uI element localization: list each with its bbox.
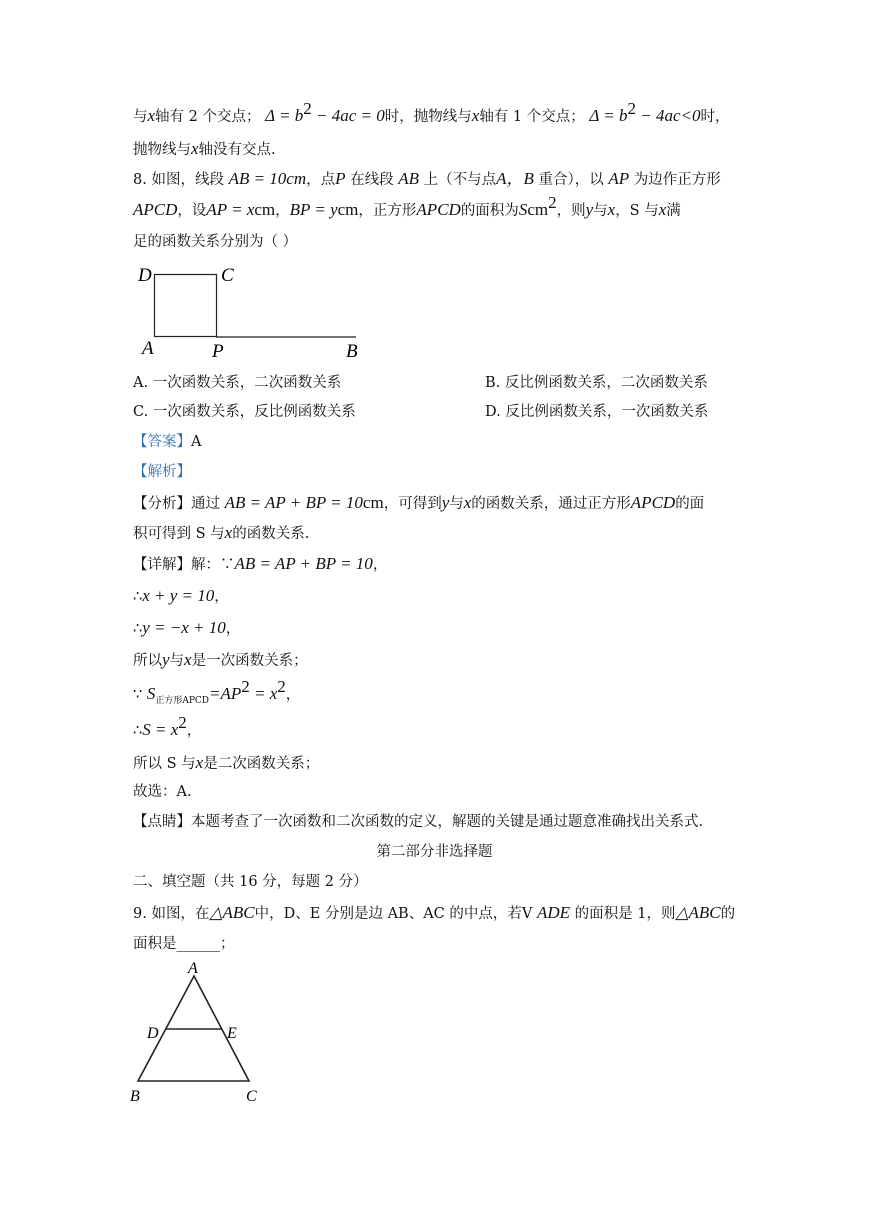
q8-label-d: D — [138, 265, 152, 286]
step-6: 所以 S 与x是二次函数关系； — [133, 753, 320, 772]
q9-label-a: A — [188, 960, 198, 977]
q9-label-c: C — [246, 1088, 257, 1105]
q9-triangle-figure — [124, 956, 274, 1106]
step-2: ∴y = −x + 10， — [133, 618, 241, 637]
q8-line-1: 8. 如图，线段 AB = 10cm，点P 在线段 AB 上（不与点A，B 重合），以 AP 为边作正方形 — [133, 169, 721, 188]
q8-line-2: APCD，设AP = xcm，BP = ycm，正方形APCD的面积为Scm$^2$，则y与x，S 与x满 — [133, 193, 681, 219]
q8-label-a: A — [142, 338, 154, 359]
q8-square-figure — [130, 262, 370, 372]
q8-option-d: D. 反比例函数关系，一次函数关系 — [485, 404, 709, 420]
q9-label-e: E — [227, 1025, 237, 1042]
dianjing: 【点睛】本题考查了一次函数和二次函数的定义，解题的关键是通过题意准确找出关系式. — [133, 814, 704, 830]
q9-line-1: 9. 如图，在△ABC中，D、E 分别是边 AB、AC 的中点，若V ADE 的面积是 1，则△ABC的 — [133, 903, 736, 922]
q9-label-d: D — [147, 1025, 159, 1042]
step-1: ∴x + y = 10， — [133, 586, 229, 605]
fenxi-line-1: 【分析】通过 AB = AP + BP = 10cm，可得到y与x的函数关系，通过正方形APCD的面 — [133, 493, 705, 512]
step-5: ∴S = $x^2$， — [133, 713, 202, 739]
q9-label-b: B — [130, 1088, 140, 1105]
q8-label-p: P — [212, 341, 224, 362]
q8-label-b: B — [346, 341, 358, 362]
answer-tag: 【答案】 — [133, 434, 191, 450]
q9-line-2: 面积是______； — [133, 936, 235, 952]
intro-line-2: 抛物线与x轴没有交点. — [133, 139, 276, 158]
step-4: ∵ $S_{正方形APCD}=AP^2 = x^2$， — [133, 677, 301, 706]
q8-option-b: B. 反比例函数关系，二次函数关系 — [485, 375, 708, 391]
part2-title: 第二部分非选择题 — [376, 844, 493, 860]
intro-line-1: 与x轴有 2 个交点； $\Delta = b^2 - 4ac = 0$时，抛物线与x轴有 1 个交点； $\Delta = b^2 - 4ac<0$时， — [133, 99, 730, 125]
q8-option-a: A. 一次函数关系，二次函数关系 — [133, 375, 342, 391]
analysis-tag: 【解析】 — [133, 464, 191, 480]
xiangjie-line: 【详解】解：∵AB = AP + BP = 10， — [133, 554, 388, 573]
step-3: 所以y与x是一次函数关系； — [133, 650, 308, 669]
step-7: 故选：A. — [133, 784, 192, 800]
q8-line-3: 足的函数关系分别为（ ） — [133, 234, 298, 250]
fenxi-line-2: 积可得到 S 与x的函数关系. — [133, 523, 310, 542]
q8-option-c: C. 一次函数关系，反比例函数关系 — [133, 404, 356, 420]
q8-label-c: C — [221, 265, 234, 286]
q8-answer: 【答案】A — [133, 434, 202, 450]
section-2-heading: 二、填空题（共 16 分，每题 2 分） — [133, 874, 368, 890]
